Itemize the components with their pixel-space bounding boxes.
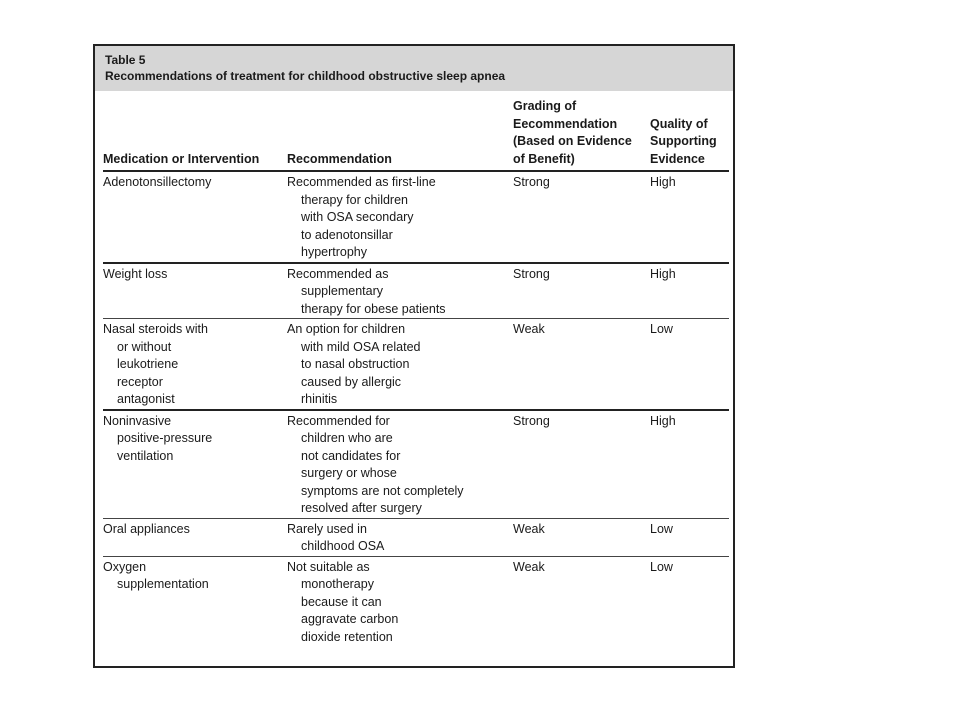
- text-line: Eecommendation: [513, 116, 618, 131]
- text-line: hypertrophy: [301, 245, 368, 259]
- cell-grading: Strong: [513, 175, 550, 189]
- cell-quality: High: [650, 266, 676, 281]
- text-line: Rarely used in: [287, 521, 367, 536]
- table-title: Recommendations of treatment for childhood obstructive sleep apnea: [105, 69, 506, 83]
- cell-quality: Low: [650, 559, 673, 574]
- cell-quality: Low: [650, 521, 673, 536]
- cell-grading: Weak: [513, 521, 545, 536]
- recommendations-table: [103, 91, 729, 646]
- text-line: Recommended for: [287, 413, 390, 428]
- text-line: Not suitable as: [287, 559, 370, 574]
- table-row: [103, 319, 729, 410]
- text-line: Recommendation: [287, 151, 392, 166]
- cell-grading: Strong: [513, 413, 550, 428]
- table-caption: [95, 46, 733, 91]
- table-row: [103, 263, 729, 319]
- text-line: aggravate carbon: [301, 612, 399, 626]
- text-line: Medication or Intervention: [103, 151, 260, 166]
- cell-intervention: [103, 410, 287, 519]
- text-line: Recommended as first-line: [287, 175, 436, 189]
- text-line: or without: [117, 339, 172, 354]
- cell-grading: Strong: [513, 266, 550, 281]
- table-row: [103, 556, 729, 646]
- text-line: Quality of: [650, 116, 708, 131]
- cell-intervention: [103, 263, 287, 319]
- text-line: of Benefit): [513, 151, 575, 166]
- text-line: supplementation: [117, 577, 209, 591]
- text-line: rhinitis: [301, 392, 338, 406]
- text-line: symptoms are not completely: [301, 483, 464, 498]
- cell-intervention: [103, 556, 287, 646]
- text-line: Evidence: [650, 151, 705, 166]
- text-line: leukotriene: [117, 357, 179, 371]
- cell-recommendation: [287, 410, 513, 519]
- header-row: [103, 91, 729, 171]
- text-line: because it can: [301, 594, 382, 609]
- text-line: caused by allergic: [301, 374, 402, 389]
- table-container: [93, 44, 735, 668]
- text-line: dioxide retention: [301, 629, 393, 644]
- cell-recommendation: [287, 263, 513, 319]
- text-line: antagonist: [117, 392, 175, 406]
- text-line: receptor: [117, 374, 163, 389]
- cell-recommendation: [287, 171, 513, 263]
- text-line: An option for children: [287, 322, 406, 336]
- text-line: to nasal obstruction: [301, 357, 410, 371]
- text-line: to adenotonsillar: [301, 227, 393, 242]
- text-line: Grading of: [513, 99, 577, 113]
- cell-quality: High: [650, 413, 676, 428]
- cell-recommendation: [287, 556, 513, 646]
- text-line: Recommended as: [287, 266, 389, 281]
- text-line: therapy for obese patients: [301, 301, 446, 316]
- table-row: [103, 410, 729, 519]
- table-label: Table 5: [105, 53, 146, 67]
- text-line: with mild OSA related: [301, 339, 421, 354]
- text-line: ventilation: [117, 448, 174, 463]
- text-line: Weight loss: [103, 266, 168, 281]
- column-header-recommendation: [287, 91, 513, 171]
- cell-intervention: [103, 171, 287, 263]
- table-row: [103, 518, 729, 556]
- text-line: Oral appliances: [103, 521, 190, 536]
- text-line: with OSA secondary: [301, 210, 414, 224]
- column-header-grading: [513, 91, 650, 171]
- text-line: surgery or whose: [301, 466, 397, 480]
- text-line: childhood OSA: [301, 539, 385, 553]
- text-line: monotherapy: [301, 577, 374, 591]
- text-line: positive-pressure: [117, 431, 213, 445]
- cell-recommendation: [287, 319, 513, 410]
- text-line: Oxygen: [103, 559, 147, 574]
- cell-quality: High: [650, 175, 676, 189]
- cell-grading: Weak: [513, 322, 545, 336]
- text-line: Adenotonsillectomy: [103, 175, 212, 189]
- cell-intervention: [103, 518, 287, 556]
- cell-grading: Weak: [513, 559, 545, 574]
- column-header-intervention: [103, 91, 287, 171]
- text-line: resolved after surgery: [301, 501, 422, 515]
- table-body: [103, 171, 729, 646]
- text-line: children who are: [301, 431, 393, 445]
- cell-quality: Low: [650, 322, 673, 336]
- cell-intervention: [103, 319, 287, 410]
- text-line: supplementary: [301, 284, 383, 298]
- table-row: [103, 171, 729, 263]
- text-line: Supporting: [650, 134, 717, 148]
- text-line: Nasal steroids with: [103, 322, 208, 336]
- text-line: (Based on Evidence: [513, 134, 632, 148]
- text-line: therapy for children: [301, 192, 409, 207]
- column-header-quality: [650, 91, 729, 171]
- text-line: Noninvasive: [103, 413, 172, 428]
- text-line: not candidates for: [301, 448, 401, 463]
- cell-recommendation: [287, 518, 513, 556]
